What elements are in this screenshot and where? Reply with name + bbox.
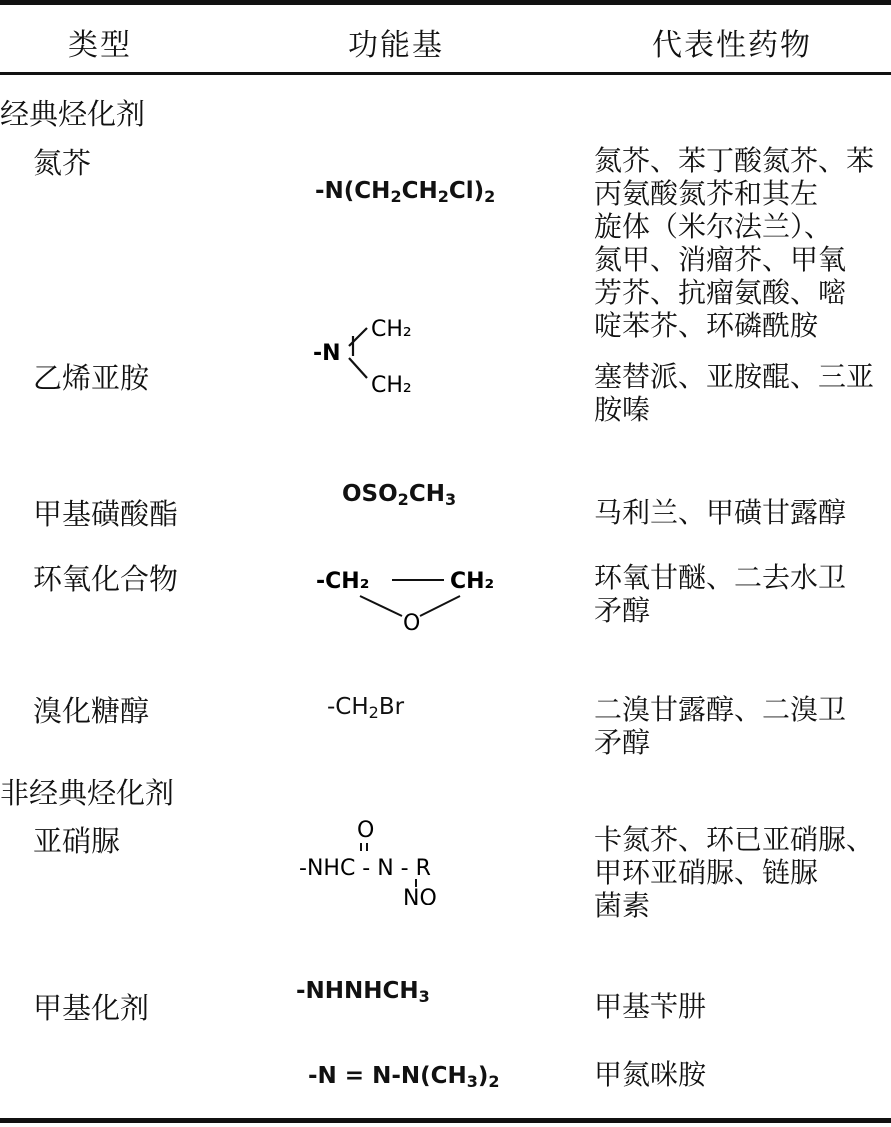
- nitrosourea-no-label: NO: [403, 886, 437, 905]
- drugs-triazene: 甲氮咪胺: [594, 1058, 707, 1091]
- row-type-nitrosourea: 亚硝脲: [33, 824, 121, 858]
- row-type-methanesulfonate: 甲基磺酸酯: [33, 497, 179, 531]
- row-type-methylating-agent: 甲基化剂: [33, 991, 150, 1025]
- header-type: 类型: [68, 28, 132, 63]
- group-bromomethyl: $-CH_2Br$: [327, 694, 405, 722]
- row-type-epoxide: 环氧化合物: [33, 562, 179, 596]
- row-type-ethyleneimine: 乙烯亚胺: [33, 361, 150, 395]
- epoxide-left-label: -CH₂: [316, 569, 370, 594]
- header-representative-drugs: 代表性药物: [652, 28, 812, 63]
- epoxide-right-label: CH₂: [450, 569, 495, 594]
- nitrosourea-o-label: O: [357, 818, 375, 843]
- aziridine-n-label: -N: [313, 341, 341, 366]
- drugs-nitrosourea: 卡氮芥、环已亚硝脲、 甲环亚硝脲、链脲 菌素: [594, 823, 875, 922]
- group-methylhydrazine: $-NHNHCH_3$: [296, 978, 430, 1006]
- header-functional-group: 功能基: [348, 28, 444, 63]
- row-type-nitrogen-mustard: 氮芥: [33, 146, 92, 180]
- aziridine-ch2-bottom: CH₂: [371, 373, 412, 398]
- section-title-classic: 经典烃化剂: [0, 97, 146, 131]
- nitrosourea-chain-label: -NHC - N - R: [299, 856, 431, 881]
- drugs-methanesulfonate: 马利兰、甲磺甘露醇: [594, 496, 847, 529]
- drugs-nitrogen-mustard: 氮芥、苯丁酸氮芥、苯 丙氨酸氮芥和其左 旋体（米尔法兰）、 氮甲、消瘤芥、甲氧 芳芥、抗瘤氨酸、嘧 啶苯芥、环磷酰胺: [594, 144, 875, 342]
- group-aziridine-structure: [305, 308, 445, 398]
- group-methanesulfonate: $OSO_2CH_3$: [342, 481, 457, 509]
- drugs-methylhydrazine: 甲基苄肼: [594, 990, 707, 1023]
- row-type-bromo-sugar-alcohol: 溴化糖醇: [33, 694, 150, 728]
- group-triazene: $-N = N-N(CH_3)_2$: [308, 1063, 500, 1091]
- table-top-rule: [0, 0, 891, 5]
- section-title-nonclassic: 非经典烃化剂: [0, 776, 175, 810]
- drugs-ethyleneimine: 塞替派、亚胺醌、三亚 胺嗪: [594, 360, 875, 426]
- drugs-bromo-sugar-alcohol: 二溴甘露醇、二溴卫 矛醇: [594, 693, 847, 759]
- epoxide-o-label: O: [403, 611, 421, 636]
- group-epoxide-structure: [310, 558, 500, 638]
- table-header-rule: [0, 72, 891, 75]
- group-nitrosourea-structure: [295, 815, 505, 905]
- group-nitrogen-mustard: $-N(CH_2CH_2Cl)_2$: [315, 178, 496, 206]
- table-bottom-rule: [0, 1118, 891, 1123]
- aziridine-ch2-top: CH₂: [371, 317, 412, 342]
- drugs-epoxide: 环氧甘醚、二去水卫 矛醇: [594, 561, 847, 627]
